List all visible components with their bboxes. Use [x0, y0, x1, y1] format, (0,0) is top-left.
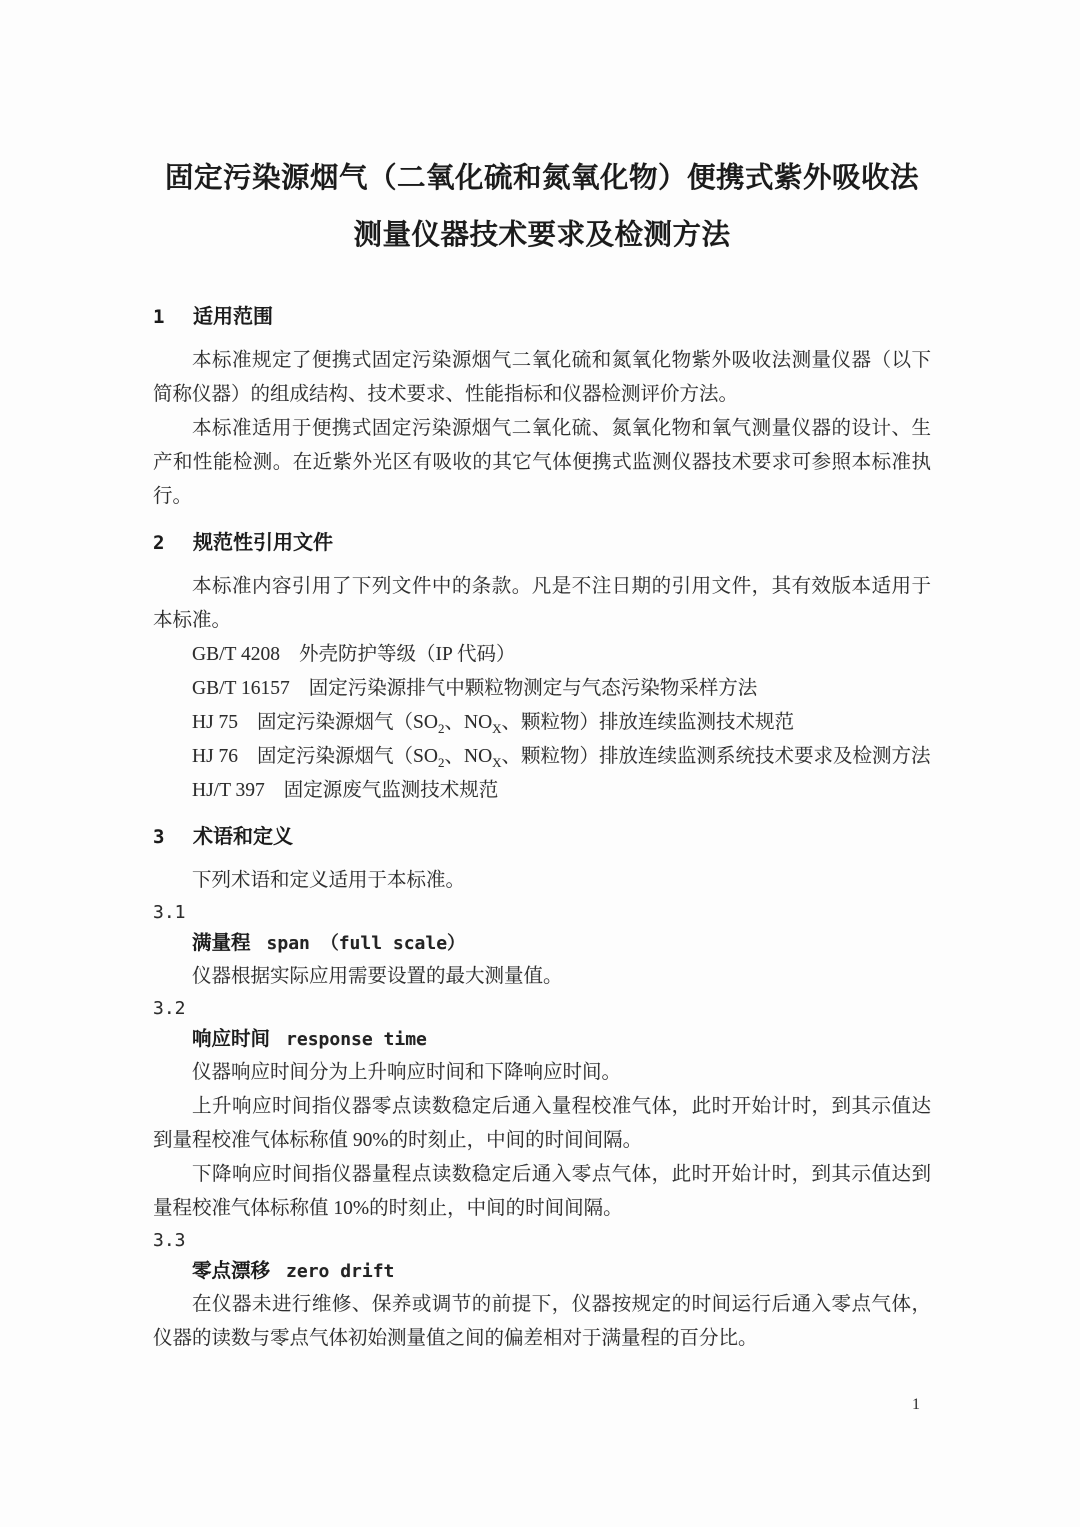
term-name-line: [153, 928, 931, 960]
section-3-heading: [153, 822, 931, 852]
section-2-title: 规范性引用文件: [193, 532, 333, 554]
term-number: 3.3: [153, 1230, 186, 1251]
terms-intro-paragraph: 下列术语和定义适用于本标准。: [192, 870, 466, 891]
page-number: 1: [912, 1396, 920, 1413]
references-intro-paragraph: 本标准内容引用了下列文件中的条款。凡是不注日期的引用文件，其有效版本适用于本标准。: [153, 576, 931, 631]
term-name-line: [153, 1024, 931, 1056]
section-1-title: 适用范围: [193, 306, 273, 328]
reference-title: 固定源废气监测技术规范: [283, 780, 499, 801]
reference-code: GB/T 4208: [192, 644, 280, 665]
reference-title: 固定污染源排气中颗粒物测定与气态污染物采样方法: [308, 678, 758, 699]
reference-code: HJ 76: [192, 746, 239, 767]
section-3-number: 3: [153, 826, 165, 848]
term-number: 3.1: [153, 902, 186, 923]
term-definition-text: 下降响应时间指仪器量程点读数稳定后通入零点气体，此时开始计时，到其示值达到量程校准气体标称值 10%的时刻止，中间的时间间隔。: [153, 1164, 931, 1219]
term-definition-text: 上升响应时间指仪器零点读数稳定后通入量程校准气体，此时开始计时，到其示值达到量程校准气体标称值 90%的时刻止，中间的时间间隔。: [153, 1096, 931, 1151]
section-1-number: 1: [153, 306, 165, 328]
scope-paragraph-1: 本标准规定了便携式固定污染源烟气二氧化硫和氮氧化物紫外吸收法测量仪器（以下简称仪器）的组成结构、技术要求、性能指标和仪器检测评价方法。: [153, 350, 931, 405]
reference-item: [153, 740, 931, 774]
term-name-chinese: 满量程: [192, 932, 251, 954]
term-name-english: zero drift: [286, 1261, 395, 1282]
term-definition-3-1: [153, 898, 931, 994]
section-2-number: 2: [153, 532, 165, 554]
section-normative-references: [153, 528, 931, 808]
reference-code: HJ/T 397: [192, 780, 265, 801]
term-name-english: response time: [286, 1029, 427, 1050]
section-scope: [153, 302, 931, 514]
term-definition-text: 在仪器未进行维修、保养或调节的前提下，仪器按规定的时间运行后通入零点气体，仪器的读数与零点气体初始测量值之间的偏差相对于满量程的百分比。: [153, 1294, 931, 1349]
reference-code: HJ 75: [192, 712, 239, 733]
term-name-chinese: 零点漂移: [192, 1260, 271, 1282]
term-number: 3.2: [153, 998, 186, 1019]
term-definition-text: 仪器响应时间分为上升响应时间和下降响应时间。: [192, 1062, 622, 1083]
section-2-heading: [153, 528, 931, 558]
reference-title: 固定污染源烟气（$SO_2$、$NO_X$、颗粒物）排放连续监测系统技术要求及检测方法: [257, 746, 931, 770]
term-name-english: span （full scale）: [266, 933, 466, 954]
reference-item: [153, 638, 931, 672]
reference-title: 固定污染源烟气（$SO_2$、$NO_X$、颗粒物）排放连续监测技术规范: [257, 712, 795, 736]
term-name-line: [153, 1256, 931, 1288]
scope-paragraph-2: 本标准适用于便携式固定污染源烟气二氧化硫、氮氧化物和氧气测量仪器的设计、生产和性能检测。在近紫外光区有吸收的其它气体便携式监测仪器技术要求可参照本标准执行。: [153, 418, 931, 507]
term-definition-3-3: [153, 1226, 931, 1356]
term-definition-text: 仪器根据实际应用需要设置的最大测量值。: [192, 966, 563, 987]
reference-title: 外壳防护等级（IP 代码）: [298, 644, 516, 665]
term-definition-3-2: [153, 994, 931, 1226]
term-name-chinese: 响应时间: [192, 1028, 271, 1050]
reference-code: GB/T 16157: [192, 678, 290, 699]
reference-item: [153, 774, 931, 808]
section-terms-definitions: [153, 822, 931, 1356]
reference-item: [153, 672, 931, 706]
section-1-heading: [153, 302, 931, 332]
reference-item: [153, 706, 931, 740]
reference-list: [153, 638, 931, 808]
section-3-title: 术语和定义: [193, 826, 293, 848]
document-title: 固定污染源烟气（二氧化硫和氮氧化物）便携式紫外吸收法测量仪器技术要求及检测方法: [164, 162, 919, 251]
